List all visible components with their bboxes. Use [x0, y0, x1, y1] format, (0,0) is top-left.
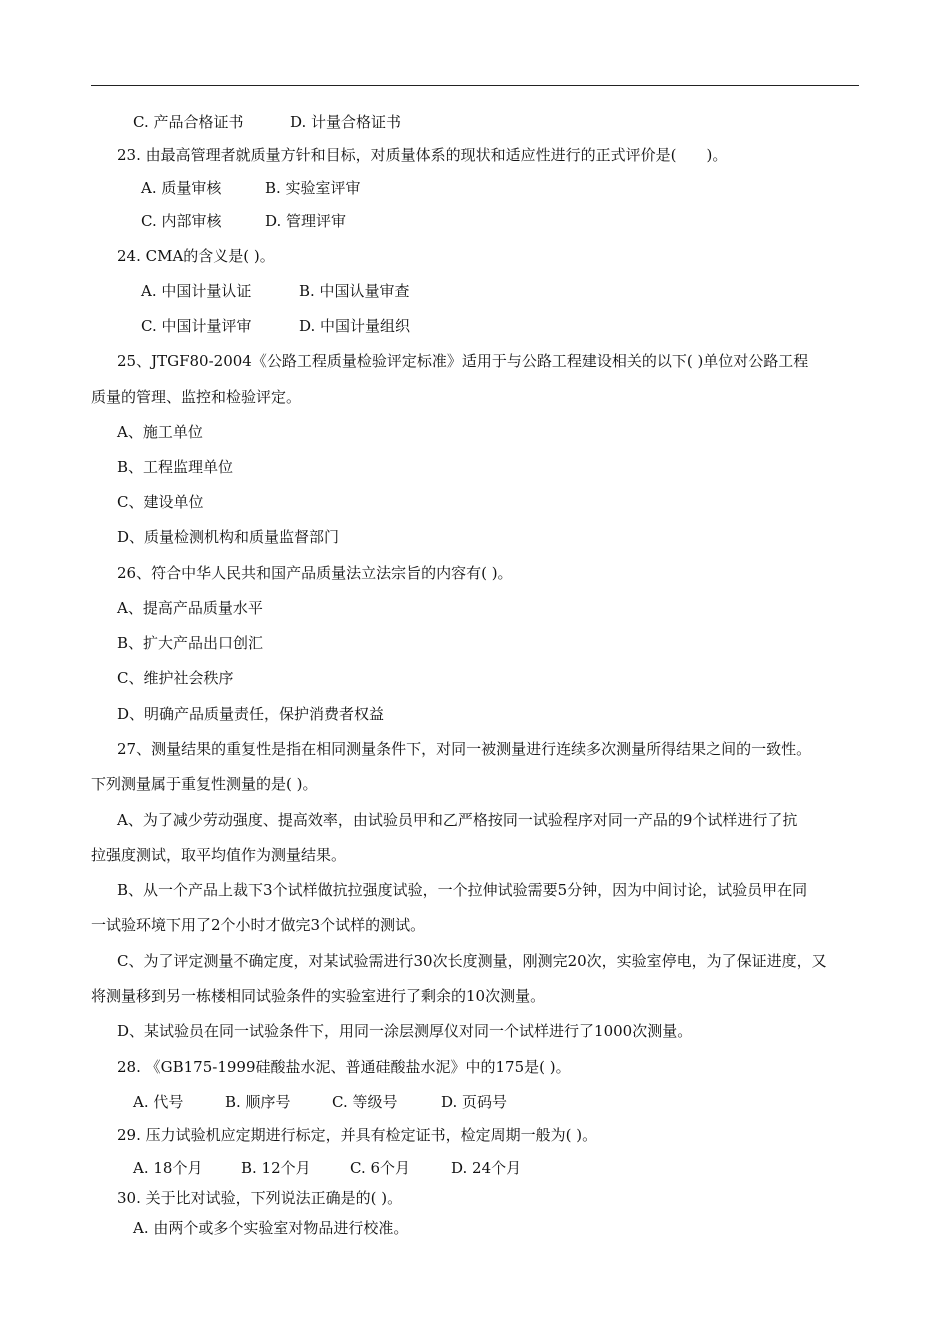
- q28-option-b: B. 顺序号: [225, 1093, 291, 1111]
- q25-option-c: C、建设单位: [117, 493, 204, 511]
- q27-option-c-line2: 将测量移到另一栋楼相同试验条件的实验室进行了剩余的10次测量。: [91, 987, 546, 1005]
- q26-option-b: B、扩大产品出口创汇: [117, 634, 264, 652]
- q27-option-b-line2: 一试验环境下用了2个小时才做完3个试样的测试。: [91, 916, 426, 934]
- q27-option-a-line2: 拉强度测试，取平均值作为测量结果。: [91, 846, 347, 864]
- q23-option-b: B. 实验室评审: [265, 179, 361, 197]
- q23-option-c: C. 内部审核: [141, 212, 222, 230]
- q29-options: [133, 1158, 521, 1178]
- q29-option-d: D. 24个月: [451, 1159, 522, 1177]
- q29-stem: 29. 压力试验机应定期进行标定，并具有检定证书，检定周期一般为( )。: [117, 1126, 598, 1144]
- q23-options-row1: [141, 178, 361, 198]
- q27-option-b-line1: B、从一个产品上裁下3个试样做抗拉强度试验，一个拉伸试验需要5分钟，因为中间讨论，试验员甲在同: [117, 881, 808, 899]
- q25-option-d: D、质量检测机构和质量监督部门: [117, 528, 340, 546]
- q26-stem: 26、符合中华人民共和国产品质量法立法宗旨的内容有( )。: [117, 564, 513, 582]
- q23-option-a: A. 质量审核: [141, 179, 222, 197]
- q27-option-d: D、某试验员在同一试验条件下，用同一涂层测厚仪对同一个试样进行了1000次测量。: [117, 1022, 693, 1040]
- q26-option-c: C、维护社会秩序: [117, 669, 234, 687]
- q22-options: [133, 112, 401, 132]
- q28-options: [133, 1092, 507, 1112]
- q26-option-a: A、提高产品质量水平: [117, 599, 263, 617]
- q24-options-row2: [141, 316, 410, 336]
- q24-option-d: D. 中国计量组织: [299, 317, 411, 335]
- q30-stem: 30. 关于比对试验，下列说法正确是的( )。: [117, 1189, 403, 1207]
- q27-stem-line1: 27、测量结果的重复性是指在相同测量条件下，对同一被测量进行连续多次测量所得结果之间的一致性。: [117, 740, 812, 758]
- q25-option-a: A、施工单位: [117, 423, 203, 441]
- q25-option-b: B、工程监理单位: [117, 458, 234, 476]
- q23-stem: 23. 由最高管理者就质量方针和目标，对质量体系的现状和适应性进行的正式评价是( )。: [117, 146, 728, 164]
- q24-options-row1: [141, 281, 410, 301]
- q24-option-b: B. 中国认量审查: [299, 282, 410, 300]
- q22-option-c: C. 产品合格证书: [133, 113, 244, 131]
- q24-stem: 24. CMA的含义是( )。: [117, 247, 275, 265]
- q25-stem-line2: 质量的管理、监控和检验评定。: [91, 388, 302, 406]
- header-rule: [91, 85, 859, 86]
- q29-option-a: A. 18个月: [133, 1159, 203, 1177]
- q28-option-c: C. 等级号: [332, 1093, 398, 1111]
- q27-option-a-line1: A、为了减少劳动强度、提高效率，由试验员甲和乙严格按同一试验程序对同一产品的9个试样进行了抗: [117, 811, 798, 829]
- q28-option-d: D. 页码号: [441, 1093, 508, 1111]
- q28-option-a: A. 代号: [133, 1093, 184, 1111]
- q27-option-c-line1: C、为了评定测量不确定度，对某试验需进行30次长度测量，刚测完20次，实验室停电，为了保证进度，又: [117, 952, 827, 970]
- q23-options-row2: [141, 211, 346, 231]
- q24-option-a: A. 中国计量认证: [141, 282, 252, 300]
- q24-option-c: C. 中国计量评审: [141, 317, 252, 335]
- q27-stem-line2: 下列测量属于重复性测量的是( )。: [91, 775, 318, 793]
- q30-option-a: A. 由两个或多个实验室对物品进行校准。: [133, 1219, 409, 1237]
- q29-option-c: C. 6个月: [350, 1159, 411, 1177]
- q29-option-b: B. 12个月: [241, 1159, 311, 1177]
- q23-option-d: D. 管理评审: [265, 212, 347, 230]
- q22-option-d: D. 计量合格证书: [290, 113, 402, 131]
- q28-stem: 28. 《GB175-1999硅酸盐水泥、普通硅酸盐水泥》中的175是( )。: [117, 1058, 571, 1076]
- q26-option-d: D、明确产品质量责任，保护消费者权益: [117, 705, 385, 723]
- q25-stem-line1: 25、JTGF80-2004《公路工程质量检验评定标准》适用于与公路工程建设相关的以下( )单位对公路工程: [117, 352, 809, 370]
